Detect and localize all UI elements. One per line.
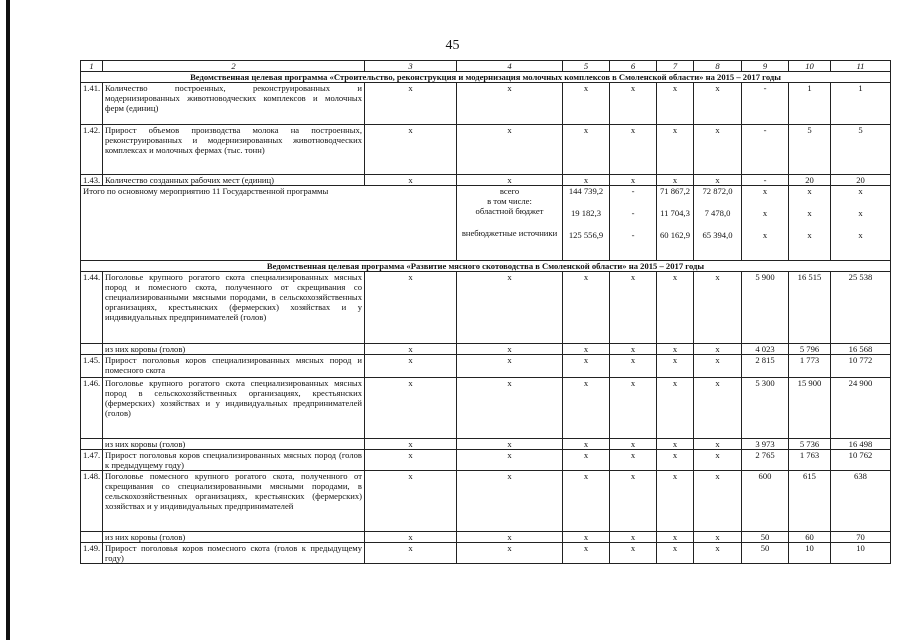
table-row xyxy=(81,83,891,125)
row-number: 1.49. xyxy=(81,543,103,564)
total-value: - xyxy=(631,186,635,196)
section-title-row xyxy=(81,261,891,272)
row-value: x xyxy=(457,175,563,186)
row-value: x xyxy=(563,175,610,186)
total-values xyxy=(742,186,789,261)
row-value: x xyxy=(657,450,694,471)
row-value: 5 300 xyxy=(742,378,789,439)
row-value: x xyxy=(457,355,563,378)
total-value: 72 872,0 xyxy=(702,186,733,196)
total-label: Итого по основному мероприятию 11 Государственной программы xyxy=(81,186,457,261)
row-value: x xyxy=(563,439,610,450)
row-value: x xyxy=(457,272,563,344)
row-value: x xyxy=(610,532,657,543)
total-value: x xyxy=(858,186,863,196)
row-number: 1.45. xyxy=(81,355,103,378)
row-value: x xyxy=(365,272,457,344)
row-number: 1.42. xyxy=(81,125,103,175)
row-value: x xyxy=(365,175,457,186)
row-value: x xyxy=(610,175,657,186)
row-value: x xyxy=(365,532,457,543)
funding-sources xyxy=(457,186,563,261)
total-value: - xyxy=(631,208,635,218)
row-value: x xyxy=(694,344,742,355)
row-description: из них коровы (голов) xyxy=(103,439,365,450)
table-row xyxy=(81,471,891,532)
row-value: 2 765 xyxy=(742,450,789,471)
row-value: 60 xyxy=(789,532,831,543)
row-value: x xyxy=(457,378,563,439)
section-title: Ведомственная целевая программа «Развитие мясного скотоводства в Смоленской области» на 2015 – 2017 годы xyxy=(81,261,891,272)
row-value: 5 736 xyxy=(789,439,831,450)
total-values xyxy=(831,186,891,261)
row-description: Поголовье помесного крупного рогатого скота, полученного от скрещивания со специализированными мясными породами, в сельскохозяйственных организациях, крестьянских (фермерских) хозяйствах и у индивидуальных предпринимателей xyxy=(103,471,365,532)
row-value: x xyxy=(694,543,742,564)
row-value: 615 xyxy=(789,471,831,532)
row-value: x xyxy=(610,83,657,125)
funding-source: внебюджетные источники xyxy=(461,228,558,238)
row-value: x xyxy=(657,125,694,175)
row-value: x xyxy=(610,355,657,378)
total-value: x xyxy=(762,208,768,218)
total-value: x xyxy=(807,208,812,218)
total-value: x xyxy=(762,186,768,196)
row-value: x xyxy=(563,272,610,344)
row-value: 5 796 xyxy=(789,344,831,355)
row-description: Количество построенных, реконструированных и модернизированных животноводческих комплексов и молочных ферм (единиц) xyxy=(103,83,365,125)
total-value: 125 556,9 xyxy=(568,230,604,240)
column-header: 10 xyxy=(789,61,831,72)
column-header: 2 xyxy=(103,61,365,72)
funding-source: всего xyxy=(499,186,520,196)
row-value: x xyxy=(563,83,610,125)
table-row xyxy=(81,175,891,186)
total-value: x xyxy=(807,186,812,196)
row-value: x xyxy=(694,471,742,532)
row-value: x xyxy=(365,450,457,471)
total-value: x xyxy=(807,230,812,240)
row-value: x xyxy=(610,125,657,175)
row-value: x xyxy=(657,543,694,564)
row-number xyxy=(81,439,103,450)
row-value: 10 772 xyxy=(831,355,891,378)
table-row xyxy=(81,355,891,378)
total-values xyxy=(657,186,694,261)
row-value: x xyxy=(457,83,563,125)
total-value: 7 478,0 xyxy=(704,208,731,218)
row-value: 2 815 xyxy=(742,355,789,378)
total-values xyxy=(694,186,742,261)
row-value: x xyxy=(563,344,610,355)
row-value: x xyxy=(610,471,657,532)
row-value: x xyxy=(365,439,457,450)
row-value: x xyxy=(365,378,457,439)
column-header: 8 xyxy=(694,61,742,72)
row-value: x xyxy=(365,355,457,378)
row-value: 1 xyxy=(831,83,891,125)
row-value: x xyxy=(610,344,657,355)
row-value: 50 xyxy=(742,543,789,564)
row-value: x xyxy=(694,125,742,175)
row-value: 5 xyxy=(789,125,831,175)
row-description: Количество созданных рабочих мест (единиц) xyxy=(103,175,365,186)
row-value: x xyxy=(563,471,610,532)
row-value: x xyxy=(610,378,657,439)
row-value: 50 xyxy=(742,532,789,543)
funding-source: в том числе: xyxy=(487,196,532,206)
row-number xyxy=(81,344,103,355)
row-value: x xyxy=(365,471,457,532)
table-row xyxy=(81,439,891,450)
column-header: 1 xyxy=(81,61,103,72)
table-row xyxy=(81,378,891,439)
row-value: x xyxy=(694,439,742,450)
row-description: Прирост поголовья коров специализированных мясных пород и помесного скота xyxy=(103,355,365,378)
row-value: x xyxy=(457,344,563,355)
row-value: x xyxy=(657,175,694,186)
row-value: - xyxy=(742,125,789,175)
row-value: 10 xyxy=(789,543,831,564)
row-value: x xyxy=(563,532,610,543)
row-value: x xyxy=(457,543,563,564)
row-value: 1 773 xyxy=(789,355,831,378)
column-header: 7 xyxy=(657,61,694,72)
row-value: 16 498 xyxy=(831,439,891,450)
row-value: x xyxy=(365,344,457,355)
total-value: x xyxy=(762,230,768,240)
row-value: 5 900 xyxy=(742,272,789,344)
total-value: x xyxy=(858,208,863,218)
row-value: 1 763 xyxy=(789,450,831,471)
row-number: 1.43. xyxy=(81,175,103,186)
row-value: 600 xyxy=(742,471,789,532)
total-value: x xyxy=(858,230,863,240)
row-value: - xyxy=(742,83,789,125)
row-description: Прирост поголовья коров специализированных мясных пород (голов к предыдущему году) xyxy=(103,450,365,471)
row-value: x xyxy=(657,439,694,450)
row-value: x xyxy=(457,439,563,450)
row-value: 24 900 xyxy=(831,378,891,439)
row-value: x xyxy=(457,450,563,471)
table-row xyxy=(81,532,891,543)
row-value: x xyxy=(657,471,694,532)
total-value: 60 162,9 xyxy=(659,230,691,240)
row-value: x xyxy=(694,355,742,378)
table-row xyxy=(81,543,891,564)
total-value: - xyxy=(631,230,635,240)
row-number: 1.44. xyxy=(81,272,103,344)
row-value: x xyxy=(365,83,457,125)
table-row xyxy=(81,344,891,355)
row-value: x xyxy=(457,125,563,175)
row-number: 1.47. xyxy=(81,450,103,471)
scan-edge-bar xyxy=(6,0,10,640)
funding-source: областной бюджет xyxy=(475,206,544,216)
row-value: x xyxy=(563,125,610,175)
row-value: 638 xyxy=(831,471,891,532)
total-values xyxy=(563,186,610,261)
row-number: 1.41. xyxy=(81,83,103,125)
page-number: 45 xyxy=(445,38,460,53)
row-value: x xyxy=(457,471,563,532)
row-value: 70 xyxy=(831,532,891,543)
row-value: x xyxy=(657,355,694,378)
section-title: Ведомственная целевая программа «Строительство, реконструкция и модернизация молочных комплексов в Смоленской области» на 2015 – 2017 годы xyxy=(81,72,891,83)
row-value: x xyxy=(694,378,742,439)
row-value: x xyxy=(657,344,694,355)
row-value: 25 538 xyxy=(831,272,891,344)
row-value: x xyxy=(365,543,457,564)
row-value: x xyxy=(657,532,694,543)
column-header: 5 xyxy=(563,61,610,72)
total-value: 71 867,2 xyxy=(659,186,691,196)
row-number xyxy=(81,532,103,543)
row-value: 3 973 xyxy=(742,439,789,450)
section-title-row xyxy=(81,72,891,83)
row-value: 10 762 xyxy=(831,450,891,471)
row-value: x xyxy=(610,543,657,564)
total-values xyxy=(789,186,831,261)
row-value: 5 xyxy=(831,125,891,175)
row-description: Прирост объемов производства молока на построенных, реконструированных и модернизированных животноводческих комплексах и молочных фермах (тыс. тонн) xyxy=(103,125,365,175)
table-row xyxy=(81,450,891,471)
row-value: x xyxy=(610,272,657,344)
row-value: x xyxy=(694,532,742,543)
row-value: x xyxy=(657,83,694,125)
row-number: 1.48. xyxy=(81,471,103,532)
row-number: 1.46. xyxy=(81,378,103,439)
row-value: x xyxy=(657,378,694,439)
row-description: Поголовье крупного рогатого скота специализированных мясных пород в сельскохозяйственных организациях, крестьянских (фермерских) хозяйствах и у индивидуальных предпринимателей (голов) xyxy=(103,378,365,439)
column-header-row xyxy=(81,61,891,72)
row-value: 20 xyxy=(831,175,891,186)
row-value: x xyxy=(694,450,742,471)
row-value: x xyxy=(657,272,694,344)
row-value: x xyxy=(563,378,610,439)
total-value: 65 394,0 xyxy=(702,230,733,240)
total-value: 11 704,3 xyxy=(660,208,690,218)
program-table xyxy=(80,60,891,564)
row-value: x xyxy=(694,175,742,186)
table-row xyxy=(81,125,891,175)
row-value: x xyxy=(610,439,657,450)
table-row xyxy=(81,272,891,344)
row-description: из них коровы (голов) xyxy=(103,344,365,355)
row-description: Прирост поголовья коров помесного скота (голов к предыдущему году) xyxy=(103,543,365,564)
row-value: 20 xyxy=(789,175,831,186)
row-value: x xyxy=(563,450,610,471)
column-header: 11 xyxy=(831,61,891,72)
total-value: 144 739,2 xyxy=(568,186,604,196)
row-value: 16 515 xyxy=(789,272,831,344)
column-header: 9 xyxy=(742,61,789,72)
total-row xyxy=(81,186,891,261)
row-value: x xyxy=(694,272,742,344)
row-value: 15 900 xyxy=(789,378,831,439)
row-value: x xyxy=(365,125,457,175)
column-header: 4 xyxy=(457,61,563,72)
row-value: x xyxy=(610,450,657,471)
total-values xyxy=(610,186,657,261)
total-value: 19 182,3 xyxy=(570,208,602,218)
row-value: x xyxy=(457,532,563,543)
row-description: Поголовье крупного рогатого скота специализированных мясных пород и помесного скота, полученного от скрещивания со специализированными мясными породами, в сельскохозяйственных организациях, крестьянских (фермерских) хозяйствах и у индивидуальных предпринимателей (голов) xyxy=(103,272,365,344)
row-value: 16 568 xyxy=(831,344,891,355)
column-header: 6 xyxy=(610,61,657,72)
row-value: x xyxy=(694,83,742,125)
column-header: 3 xyxy=(365,61,457,72)
row-value: 4 023 xyxy=(742,344,789,355)
row-value: - xyxy=(742,175,789,186)
row-value: 10 xyxy=(831,543,891,564)
row-description: из них коровы (голов) xyxy=(103,532,365,543)
row-value: 1 xyxy=(789,83,831,125)
row-value: x xyxy=(563,543,610,564)
row-value: x xyxy=(563,355,610,378)
